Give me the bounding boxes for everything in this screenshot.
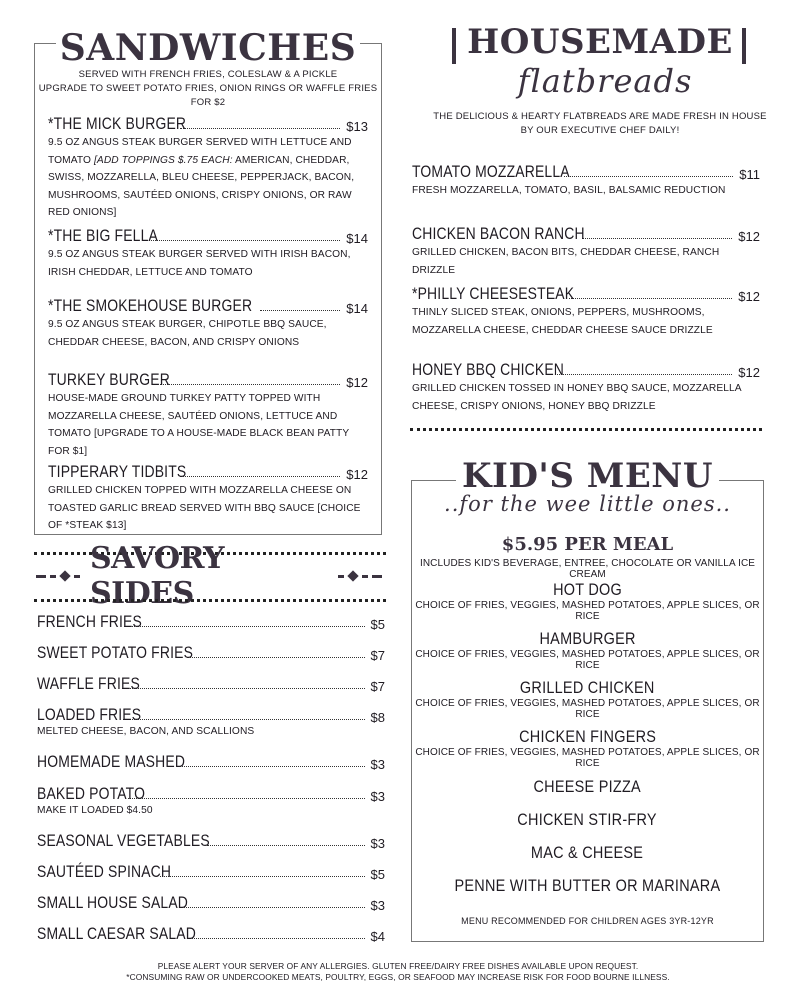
- sandwich-item: [48, 224, 368, 281]
- item-price: $8: [370, 710, 385, 725]
- item-name: SEASONAL VEGETABLES: [37, 831, 210, 850]
- dot-leader: [564, 176, 734, 177]
- kids-item: [411, 843, 764, 863]
- item-price: $7: [370, 648, 385, 663]
- side-item: [37, 641, 385, 663]
- item-description: CHOICE OF FRIES, VEGGIES, MASHED POTATOES, APPLE SLICES, OR RICE: [415, 698, 760, 720]
- dot-leader: [260, 310, 340, 311]
- kids-price: $5.95 PER MEAL: [501, 534, 674, 555]
- item-name: HOMEMADE MASHED: [37, 752, 186, 771]
- item-description: CHOICE OF FRIES, VEGGIES, MASHED POTATOES, APPLE SLICES, OR RICE: [415, 600, 760, 622]
- dot-leader: [582, 238, 732, 239]
- item-name: CHICKEN FINGERS: [518, 727, 657, 746]
- item-description: MELTED CHEESE, BACON, AND SCALLIONS: [37, 726, 255, 737]
- dot-leader: [123, 719, 364, 720]
- kids-item: [411, 876, 764, 896]
- item-description: THINLY SLICED STEAK, ONIONS, PEPPERS, MUSHROOMS, MOZZARELLA CHEESE, CHEDDAR CHEESE SAUCE DRIZZLE: [412, 307, 713, 336]
- flatbread-item: [412, 222, 760, 279]
- item-name: *THE SMOKEHOUSE BURGER: [48, 296, 253, 315]
- addons-label: [ADD TOPPINGS $.75 EACH:: [94, 154, 233, 166]
- sandwich-item: [48, 294, 368, 351]
- item-price: $7: [370, 679, 385, 694]
- item-description: HOUSE-MADE GROUND TURKEY PATTY TOPPED WITH MOZZARELLA CHEESE, SAUTÉED ONIONS, LETTUCE AND TOMATO [UPGRADE TO A HOUSE-MADE BLACK BEAN PATTY FOR $1]: [48, 393, 350, 457]
- side-item: [37, 782, 385, 818]
- item-price: $3: [370, 898, 385, 913]
- kids-age-note: MENU RECOMMENDED FOR CHILDREN AGES 3YR-12YR: [461, 916, 714, 926]
- sandwich-item: [48, 112, 368, 222]
- item-description: CHOICE OF FRIES, VEGGIES, MASHED POTATOES, APPLE SLICES, OR RICE: [415, 649, 760, 671]
- flatbreads-note-line1: THE DELICIOUS & HEARTY FLATBREADS ARE MADE FRESH IN HOUSE: [433, 111, 767, 122]
- title-bar-right: [742, 28, 746, 64]
- sides-title: [34, 541, 384, 611]
- dot-leader: [128, 798, 364, 799]
- side-item: [37, 750, 385, 772]
- allergy-notice: PLEASE ALERT YOUR SERVER OF ANY ALLERGIES. GLUTEN FREE/DAIRY FREE DISHES AVAILABLE UPON REQUEST.: [157, 961, 639, 971]
- sandwich-item: [48, 368, 368, 460]
- item-name: PENNE WITH BUTTER OR MARINARA: [454, 876, 721, 895]
- kids-item: [411, 580, 764, 622]
- item-name: GRILLED CHICKEN: [520, 678, 655, 697]
- item-description: CHOICE OF FRIES, VEGGIES, MASHED POTATOES, APPLE SLICES, OR RICE: [415, 747, 760, 769]
- divider: [410, 428, 762, 431]
- dot-leader: [160, 876, 365, 877]
- item-name: MAC & CHEESE: [531, 843, 644, 862]
- footer: [0, 961, 796, 982]
- item-name: CHICKEN BACON RANCH: [412, 224, 585, 243]
- item-name: SMALL HOUSE SALAD: [37, 893, 189, 912]
- dot-leader: [180, 907, 364, 908]
- item-price: $14: [346, 301, 368, 316]
- item-price: $3: [370, 836, 385, 851]
- flatbreads-script-title: flatbreads: [517, 62, 693, 100]
- item-name: LOADED FRIES: [37, 705, 142, 724]
- item-description: GRILLED CHICKEN, BACON BITS, CHEDDAR CHEESE, RANCH DRIZZLE: [412, 247, 720, 276]
- item-price: $3: [370, 789, 385, 804]
- dot-leader: [145, 240, 340, 241]
- item-name: WAFFLE FRIES: [37, 674, 140, 693]
- kids-item: [411, 727, 764, 769]
- flatbread-item: [412, 160, 760, 200]
- item-name: HOT DOG: [553, 580, 622, 599]
- kids-item: [411, 678, 764, 720]
- item-price: $12: [738, 289, 760, 304]
- sandwiches-note-line1: SERVED WITH FRENCH FRIES, COLESLAW & A PICKLE: [78, 69, 338, 80]
- item-name: SWEET POTATO FRIES: [37, 643, 194, 662]
- food-safety-notice: *CONSUMING RAW OR UNDERCOOKED MEATS, POULTRY, EGGS, OR SEAFOOD MAY INCREASE RISK FOR FOOD BOURNE ILLNESS.: [126, 971, 670, 982]
- item-name: *PHILLY CHEESESTEAK: [412, 284, 575, 303]
- dot-leader: [557, 374, 733, 375]
- dot-leader: [180, 128, 341, 129]
- item-price: $12: [346, 467, 368, 482]
- sandwiches-note-line2: UPGRADE TO SWEET POTATO FRIES, ONION RINGS OR WAFFLE FRIES FOR $2: [38, 83, 378, 108]
- side-item: [37, 672, 385, 694]
- dot-leader: [160, 384, 340, 385]
- side-item: [37, 860, 385, 882]
- item-name: *THE MICK BURGER: [48, 114, 187, 133]
- item-price: $12: [738, 229, 760, 244]
- item-description: 9.5 OZ ANGUS STEAK BURGER, CHIPOTLE BBQ SAUCE, CHEDDAR CHEESE, BACON, AND CRISPY ONIONS: [48, 319, 327, 348]
- ornament-left-icon: [34, 572, 82, 580]
- item-name: HAMBURGER: [539, 629, 636, 648]
- item-price: $5: [370, 867, 385, 882]
- kids-title: KID'S MENU: [411, 456, 764, 496]
- item-description: MAKE IT LOADED $4.50: [37, 805, 153, 816]
- kids-includes: INCLUDES KID'S BEVERAGE, ENTREE, CHOCOLATE OR VANILLA ICE CREAM: [419, 558, 756, 580]
- kids-item: [411, 629, 764, 671]
- dot-leader: [177, 766, 365, 767]
- item-description: FRESH MOZZARELLA, TOMATO, BASIL, BALSAMIC REDUCTION: [412, 185, 726, 196]
- item-name: TOMATO MOZZARELLA: [412, 162, 570, 181]
- dot-leader: [207, 845, 365, 846]
- flatbreads-note: [410, 110, 790, 138]
- sandwich-item: [48, 460, 368, 535]
- item-price: $12: [738, 365, 760, 380]
- dot-leader: [190, 938, 364, 939]
- item-price: $11: [739, 167, 760, 182]
- item-price: $12: [346, 375, 368, 390]
- item-description: 9.5 OZ ANGUS STEAK BURGER SERVED WITH LETTUCE AND TOMATO [ADD TOPPINGS $.75 EACH: AMERICAN, CHEDDAR, SWISS, MOZZARELLA, BLEU CHEESE, PEPPERJACK, BACON, MUSHROOMS, SAUTÉED ONIONS, CRISPY ONIONS, OR RAW RED ONIONS]: [48, 137, 355, 218]
- dot-leader: [122, 688, 365, 689]
- flatbread-item: [412, 358, 760, 415]
- item-name: CHEESE PIZZA: [533, 777, 642, 796]
- sandwiches-title: SANDWICHES: [34, 27, 382, 69]
- item-price: $13: [346, 119, 368, 134]
- side-item: [37, 610, 385, 632]
- item-name: TIPPERARY TIDBITS: [48, 462, 187, 481]
- item-name: CHICKEN STIR-FRY: [517, 810, 658, 829]
- side-item: [37, 891, 385, 913]
- dot-leader: [124, 626, 364, 627]
- addons-list: AMERICAN, CHEDDAR, SWISS, MOZZARELLA, BLEU CHEESE, PEPPERJACK, BACON, MUSHROOMS, SAUTÉED ONIONS, CRISPY ONIONS, OR RAW RED ONIONS]: [48, 154, 355, 218]
- flatbreads-title: HOUSEMADE: [467, 22, 733, 62]
- item-price: $5: [370, 617, 385, 632]
- side-item: [37, 829, 385, 851]
- item-name: HONEY BBQ CHICKEN: [412, 360, 565, 379]
- item-description: GRILLED CHICKEN TOPPED WITH MOZZARELLA CHEESE ON TOASTED GARLIC BREAD SERVED WITH BBQ SAUCE [CHOICE OF *STEAK $13]: [48, 485, 361, 531]
- title-bar-left: [452, 28, 456, 64]
- dot-leader: [180, 476, 340, 477]
- item-price: $14: [346, 231, 368, 246]
- item-name: *THE BIG FELLA: [48, 226, 158, 245]
- flatbreads-header: [410, 22, 790, 104]
- ornament-right-icon: [336, 572, 384, 580]
- side-item: [37, 703, 385, 739]
- dot-leader: [569, 298, 732, 299]
- item-name: BAKED POTATO: [37, 784, 146, 803]
- item-price: $3: [370, 757, 385, 772]
- sides-title-text: SAVORY SIDES: [90, 541, 225, 611]
- divider: [34, 599, 386, 602]
- kids-item: [411, 777, 764, 797]
- item-name: TURKEY BURGER: [48, 370, 170, 389]
- sandwiches-note: [34, 68, 382, 110]
- item-description: GRILLED CHICKEN TOSSED IN HONEY BBQ SAUCE, MOZZARELLA CHEESE, CRISPY ONIONS, HONEY BBQ DRIZZLE: [412, 383, 742, 412]
- side-item: [37, 922, 385, 944]
- item-description: 9.5 OZ ANGUS STEAK BURGER SERVED WITH IRISH BACON, IRISH CHEDDAR, LETTUCE AND TOMATO: [48, 249, 351, 278]
- item-price: $4: [370, 929, 385, 944]
- kids-item: [411, 810, 764, 830]
- kids-subtitle: ..for the wee little ones..: [444, 492, 731, 516]
- item-name: FRENCH FRIES: [37, 612, 142, 631]
- dot-leader: [187, 657, 365, 658]
- flatbreads-note-line2: BY OUR EXECUTIVE CHEF DAILY!: [520, 125, 680, 136]
- item-name: SMALL CAESAR SALAD: [37, 924, 196, 943]
- item-name: SAUTÉED SPINACH: [37, 862, 172, 881]
- flatbread-item: [412, 282, 760, 339]
